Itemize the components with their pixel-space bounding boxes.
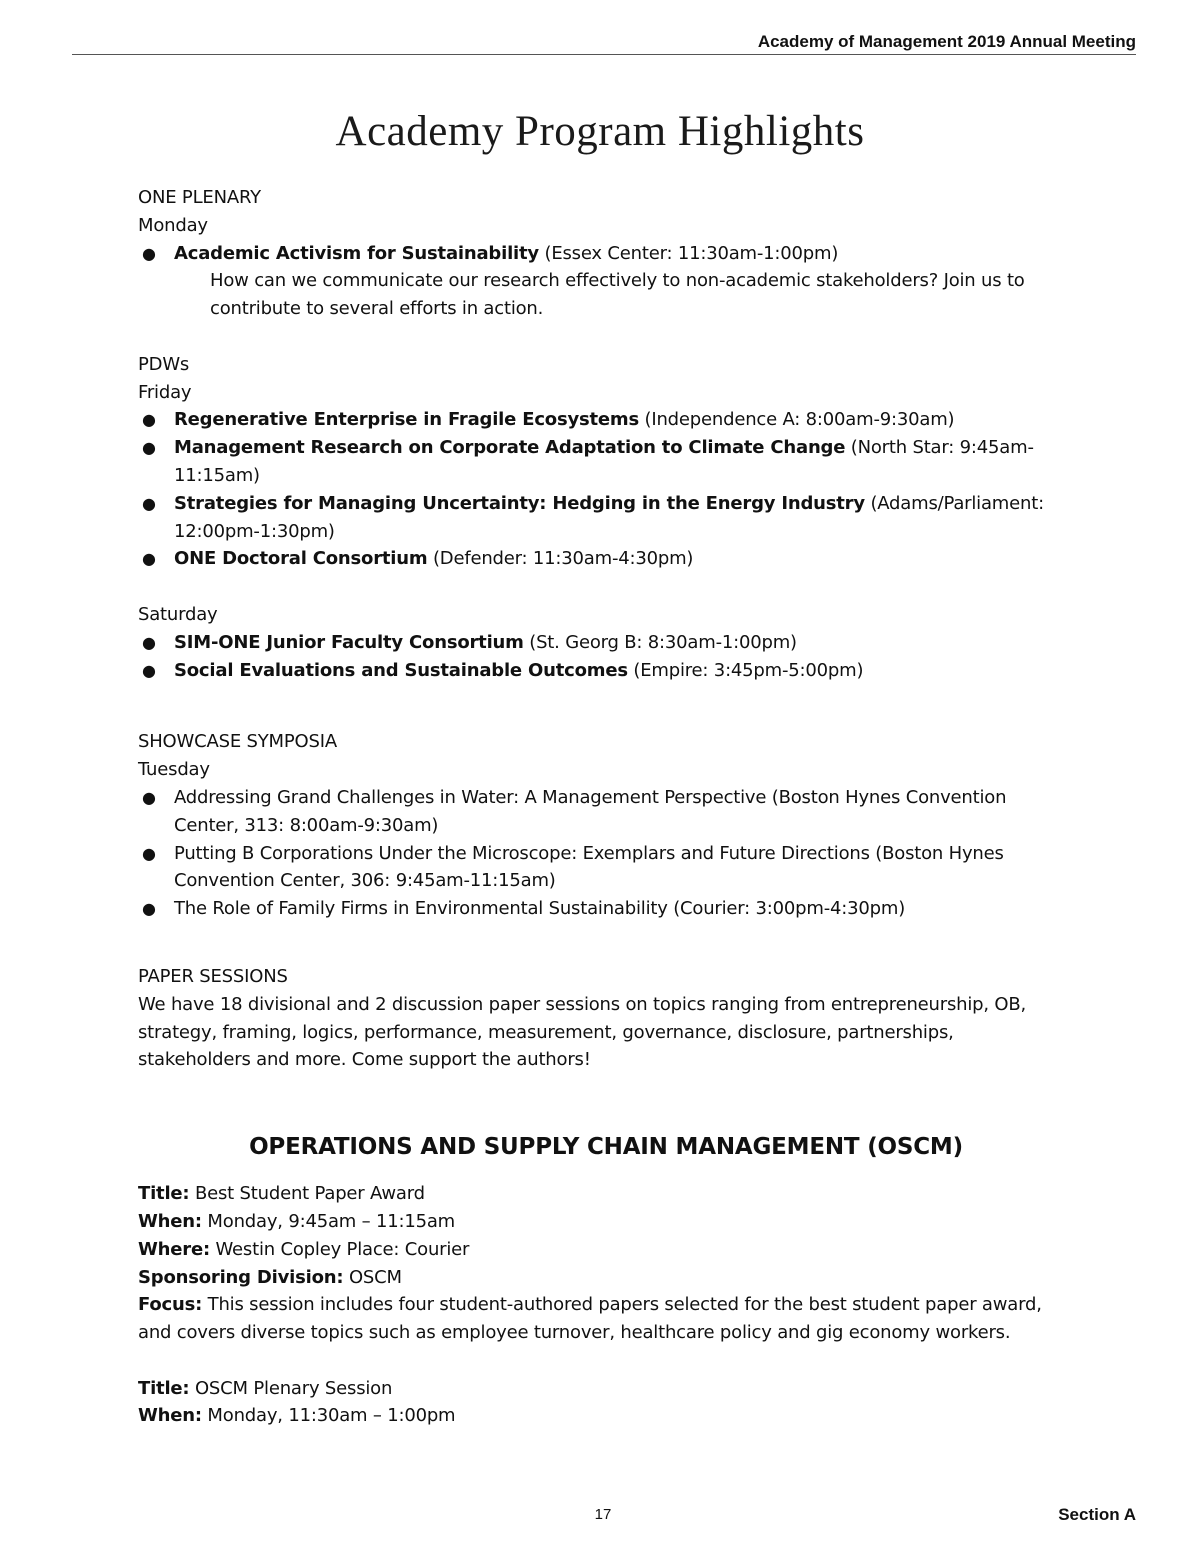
day-label: Tuesday	[138, 759, 210, 781]
session-detail: (Empire: 3:45pm-5:00pm)	[633, 659, 864, 681]
section-heading-showcase: SHOWCASE SYMPOSIA	[138, 731, 337, 753]
field-row	[138, 1236, 1098, 1264]
list-item	[138, 434, 1098, 490]
bullet-icon: ●	[142, 410, 156, 430]
session-detail: (Independence A: 8:00am-9:30am)	[644, 409, 955, 431]
list-item	[138, 657, 1098, 685]
section-heading-oscm: OPERATIONS AND SUPPLY CHAIN MANAGEMENT (OSCM)	[249, 1134, 963, 1161]
session-detail-continued: 11:15am)	[174, 464, 260, 486]
list-item	[138, 240, 1098, 268]
field-row	[138, 1375, 1098, 1403]
session-title: Management Research on Corporate Adaptation to Climate Change	[174, 437, 846, 459]
paper-sessions-section	[138, 963, 1098, 1074]
section-heading-one-plenary: ONE PLENARY	[138, 187, 261, 208]
symposium-text-continued: Convention Center, 306: 9:45am-11:15am)	[174, 870, 556, 892]
field-value-continued: and covers diverse topics such as employee turnover, healthcare policy and gig economy workers.	[138, 1322, 1011, 1344]
field-value: Monday, 11:30am – 1:00pm	[207, 1405, 456, 1427]
bullet-icon: ●	[142, 493, 156, 513]
field-label: Title:	[138, 1183, 190, 1205]
plenary-description-line: How can we communicate our research effectively to non-academic stakeholders? Join us to	[210, 270, 1025, 292]
symposium-text: Putting B Corporations Under the Microscope: Exemplars and Future Directions (Boston Hynes	[174, 842, 1004, 864]
field-label: Title:	[138, 1377, 190, 1399]
field-row	[138, 1208, 1098, 1236]
paper-sessions-text: strategy, framing, logics, performance, measurement, governance, disclosure, partnerships,	[138, 1021, 954, 1043]
showcase-list	[138, 784, 1098, 923]
bullet-icon: ●	[142, 549, 156, 569]
field-value: Best Student Paper Award	[194, 1183, 425, 1205]
session-title: SIM-ONE Junior Faculty Consortium	[174, 631, 524, 653]
field-value: This session includes four student-authored papers selected for the best student paper award,	[207, 1294, 1042, 1316]
field-label: When:	[138, 1210, 202, 1232]
bullet-icon: ●	[142, 243, 156, 263]
field-label: Focus:	[138, 1294, 203, 1316]
field-label: Where:	[138, 1238, 210, 1260]
oscm-section	[138, 1130, 1098, 1430]
list-item	[138, 629, 1098, 657]
oscm-session	[138, 1375, 1098, 1431]
session-title: Regenerative Enterprise in Fragile Ecosystems	[174, 409, 640, 431]
pdws-friday-list	[138, 406, 1098, 573]
section-heading-paper-sessions: PAPER SESSIONS	[138, 965, 288, 987]
day-label: Saturday	[138, 603, 218, 625]
field-value: OSCM Plenary Session	[194, 1377, 393, 1399]
day-label: Monday	[138, 214, 208, 236]
field-row	[138, 1264, 1098, 1292]
bullet-icon: ●	[142, 843, 156, 863]
plenary-list	[138, 240, 1098, 268]
pdws-section	[138, 351, 1098, 685]
paper-sessions-text: stakeholders and more. Come support the authors!	[138, 1049, 591, 1071]
bullet-icon: ●	[142, 438, 156, 458]
one-plenary-section	[138, 184, 1098, 323]
day-label: Friday	[138, 381, 192, 403]
session-detail: (Defender: 11:30am-4:30pm)	[432, 548, 694, 570]
page-title: Academy Program Highlights	[335, 108, 865, 155]
section-label: Section A	[1058, 1505, 1136, 1524]
field-value: OSCM	[348, 1266, 402, 1288]
bullet-icon: ●	[142, 899, 156, 919]
plenary-description-line: contribute to several efforts in action.	[210, 298, 544, 320]
session-title: Academic Activism for Sustainability	[174, 242, 539, 264]
pdws-saturday-list	[138, 629, 1098, 685]
field-row	[138, 1291, 1098, 1319]
session-detail: (North Star: 9:45am-	[850, 437, 1034, 459]
bullet-icon: ●	[142, 660, 156, 680]
page-number: 17	[594, 1506, 612, 1523]
session-detail: (Essex Center: 11:30am-1:00pm)	[544, 242, 839, 264]
field-row	[138, 1402, 1098, 1430]
field-value: Monday, 9:45am – 11:15am	[207, 1210, 455, 1232]
running-header	[72, 32, 1136, 55]
showcase-symposia-section	[138, 728, 1098, 923]
oscm-session	[138, 1180, 1098, 1347]
field-row	[138, 1180, 1098, 1208]
running-header-title: Academy of Management 2019 Annual Meeting	[757, 32, 1136, 51]
session-title: Strategies for Managing Uncertainty: Hedging in the Energy Industry	[174, 492, 865, 514]
list-item	[138, 490, 1098, 546]
field-label: When:	[138, 1405, 202, 1427]
session-detail: (Adams/Parliament:	[870, 492, 1044, 514]
session-title: Social Evaluations and Sustainable Outcomes	[174, 659, 628, 681]
bullet-icon: ●	[142, 787, 156, 807]
symposium-text-continued: Center, 313: 8:00am-9:30am)	[174, 814, 439, 836]
field-value: Westin Copley Place: Courier	[215, 1238, 470, 1260]
symposium-text: Addressing Grand Challenges in Water: A Management Perspective (Boston Hynes Convention	[174, 786, 1007, 808]
session-detail: (St. Georg B: 8:30am-1:00pm)	[529, 631, 797, 653]
list-item	[138, 784, 1098, 840]
document-body	[138, 184, 1098, 1430]
list-item	[138, 840, 1098, 896]
list-item	[138, 406, 1098, 434]
session-title: ONE Doctoral Consortium	[174, 548, 428, 570]
list-item	[138, 895, 1098, 923]
symposium-text: The Role of Family Firms in Environmental Sustainability (Courier: 3:00pm-4:30pm)	[174, 898, 906, 920]
section-heading-pdws: PDWs	[138, 353, 190, 375]
session-detail-continued: 12:00pm-1:30pm)	[174, 520, 335, 542]
bullet-icon: ●	[142, 632, 156, 652]
field-label: Sponsoring Division:	[138, 1266, 344, 1288]
list-item	[138, 545, 1098, 573]
paper-sessions-text: We have 18 divisional and 2 discussion paper sessions on topics ranging from entrepreneurship, OB,	[138, 993, 1027, 1015]
